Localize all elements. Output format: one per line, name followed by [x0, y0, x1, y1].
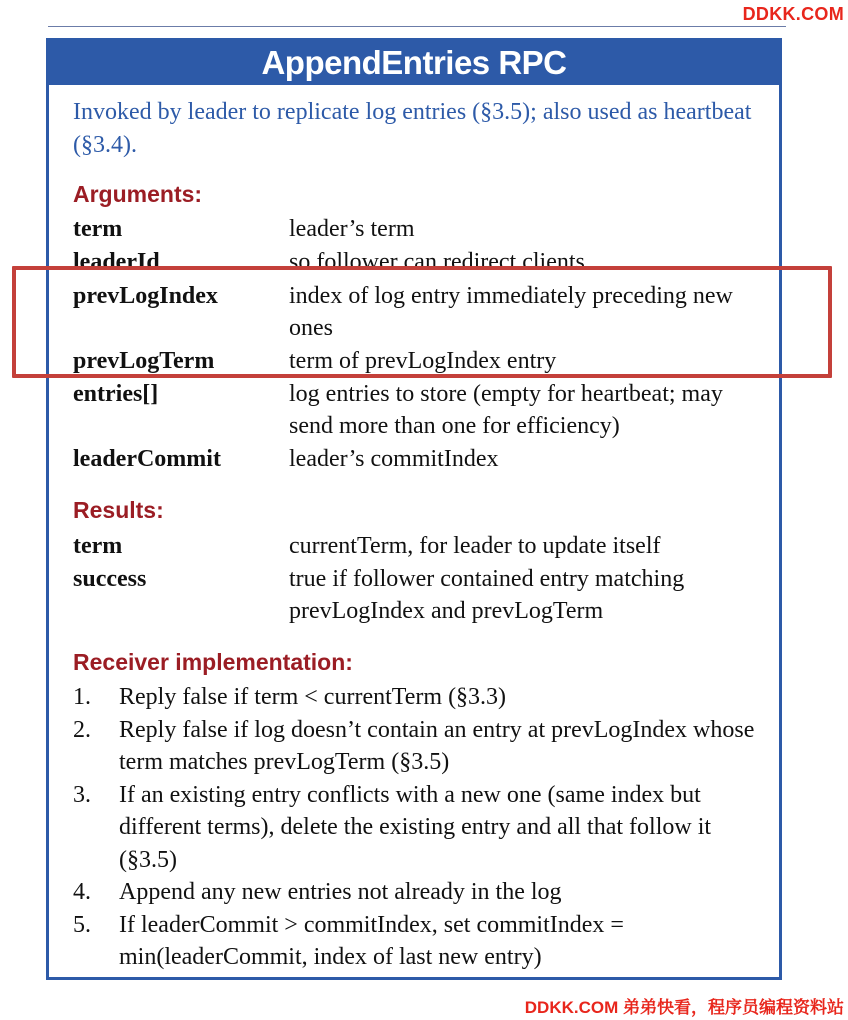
list-item [73, 909, 773, 974]
card-intro: Invoked by leader to replicate log entries (§3.5); also used as heartbeat (§3.4). [73, 99, 752, 158]
step-text: If leaderCommit > commitIndex, set commitIndex = min(leaderCommit, index of last new entry) [119, 911, 624, 970]
card-title: AppendEntries RPC [49, 41, 779, 85]
step-number: 1. [73, 684, 91, 710]
receiver-steps [73, 681, 773, 974]
argument-name: prevLogTerm [73, 348, 215, 374]
watermark-bottom: DDKK.COM 弟弟快看，程序员编程资料站 [524, 998, 844, 1017]
step-number: 5. [73, 911, 91, 938]
argument-name: term [73, 216, 123, 242]
argument-name: prevLogIndex [73, 283, 218, 309]
step-number: 2. [73, 716, 91, 743]
results-title: Results: [73, 497, 164, 523]
result-name: success [73, 566, 147, 592]
rpc-card [46, 38, 782, 980]
step-number: 4. [73, 879, 91, 905]
argument-name: leaderCommit [73, 446, 221, 472]
argument-desc: leader’s commitIndex [289, 446, 499, 472]
result-desc: true if follower contained entry matching prevLogIndex and prevLogTerm [289, 566, 685, 624]
list-item [73, 779, 773, 877]
watermark-top: DDKK.COM [742, 4, 844, 24]
step-text: Reply false if term < currentTerm (§3.3) [119, 684, 507, 710]
argument-desc: so follower can redirect clients [289, 249, 585, 275]
result-name: term [73, 533, 123, 559]
argument-desc: leader’s term [289, 216, 415, 242]
list-item [73, 876, 773, 909]
result-desc: currentTerm, for leader to update itself [289, 533, 661, 559]
argument-desc: index of log entry immediately preceding new ones [289, 283, 733, 341]
arguments-title: Arguments: [73, 181, 203, 207]
list-item [73, 714, 773, 779]
argument-desc: log entries to store (empty for heartbeat; may send more than one for efficiency) [289, 381, 723, 439]
step-text: Append any new entries not already in the log [119, 879, 562, 905]
highlight-box [12, 266, 832, 378]
receiver-title: Receiver implementation: [73, 649, 353, 675]
step-text: Reply false if log doesn’t contain an entry at prevLogIndex whose term matches prevLogTerm (§3.5) [119, 716, 755, 775]
argument-name: entries[] [73, 381, 159, 407]
argument-desc: term of prevLogIndex entry [289, 348, 557, 374]
top-divider [48, 26, 786, 27]
step-text: If an existing entry conflicts with a new one (same index but different terms), delete the existing entry and all that follow it (§3.5) [119, 781, 712, 873]
argument-name: leaderId [73, 249, 160, 275]
step-number: 3. [73, 781, 91, 808]
list-item [73, 681, 773, 714]
